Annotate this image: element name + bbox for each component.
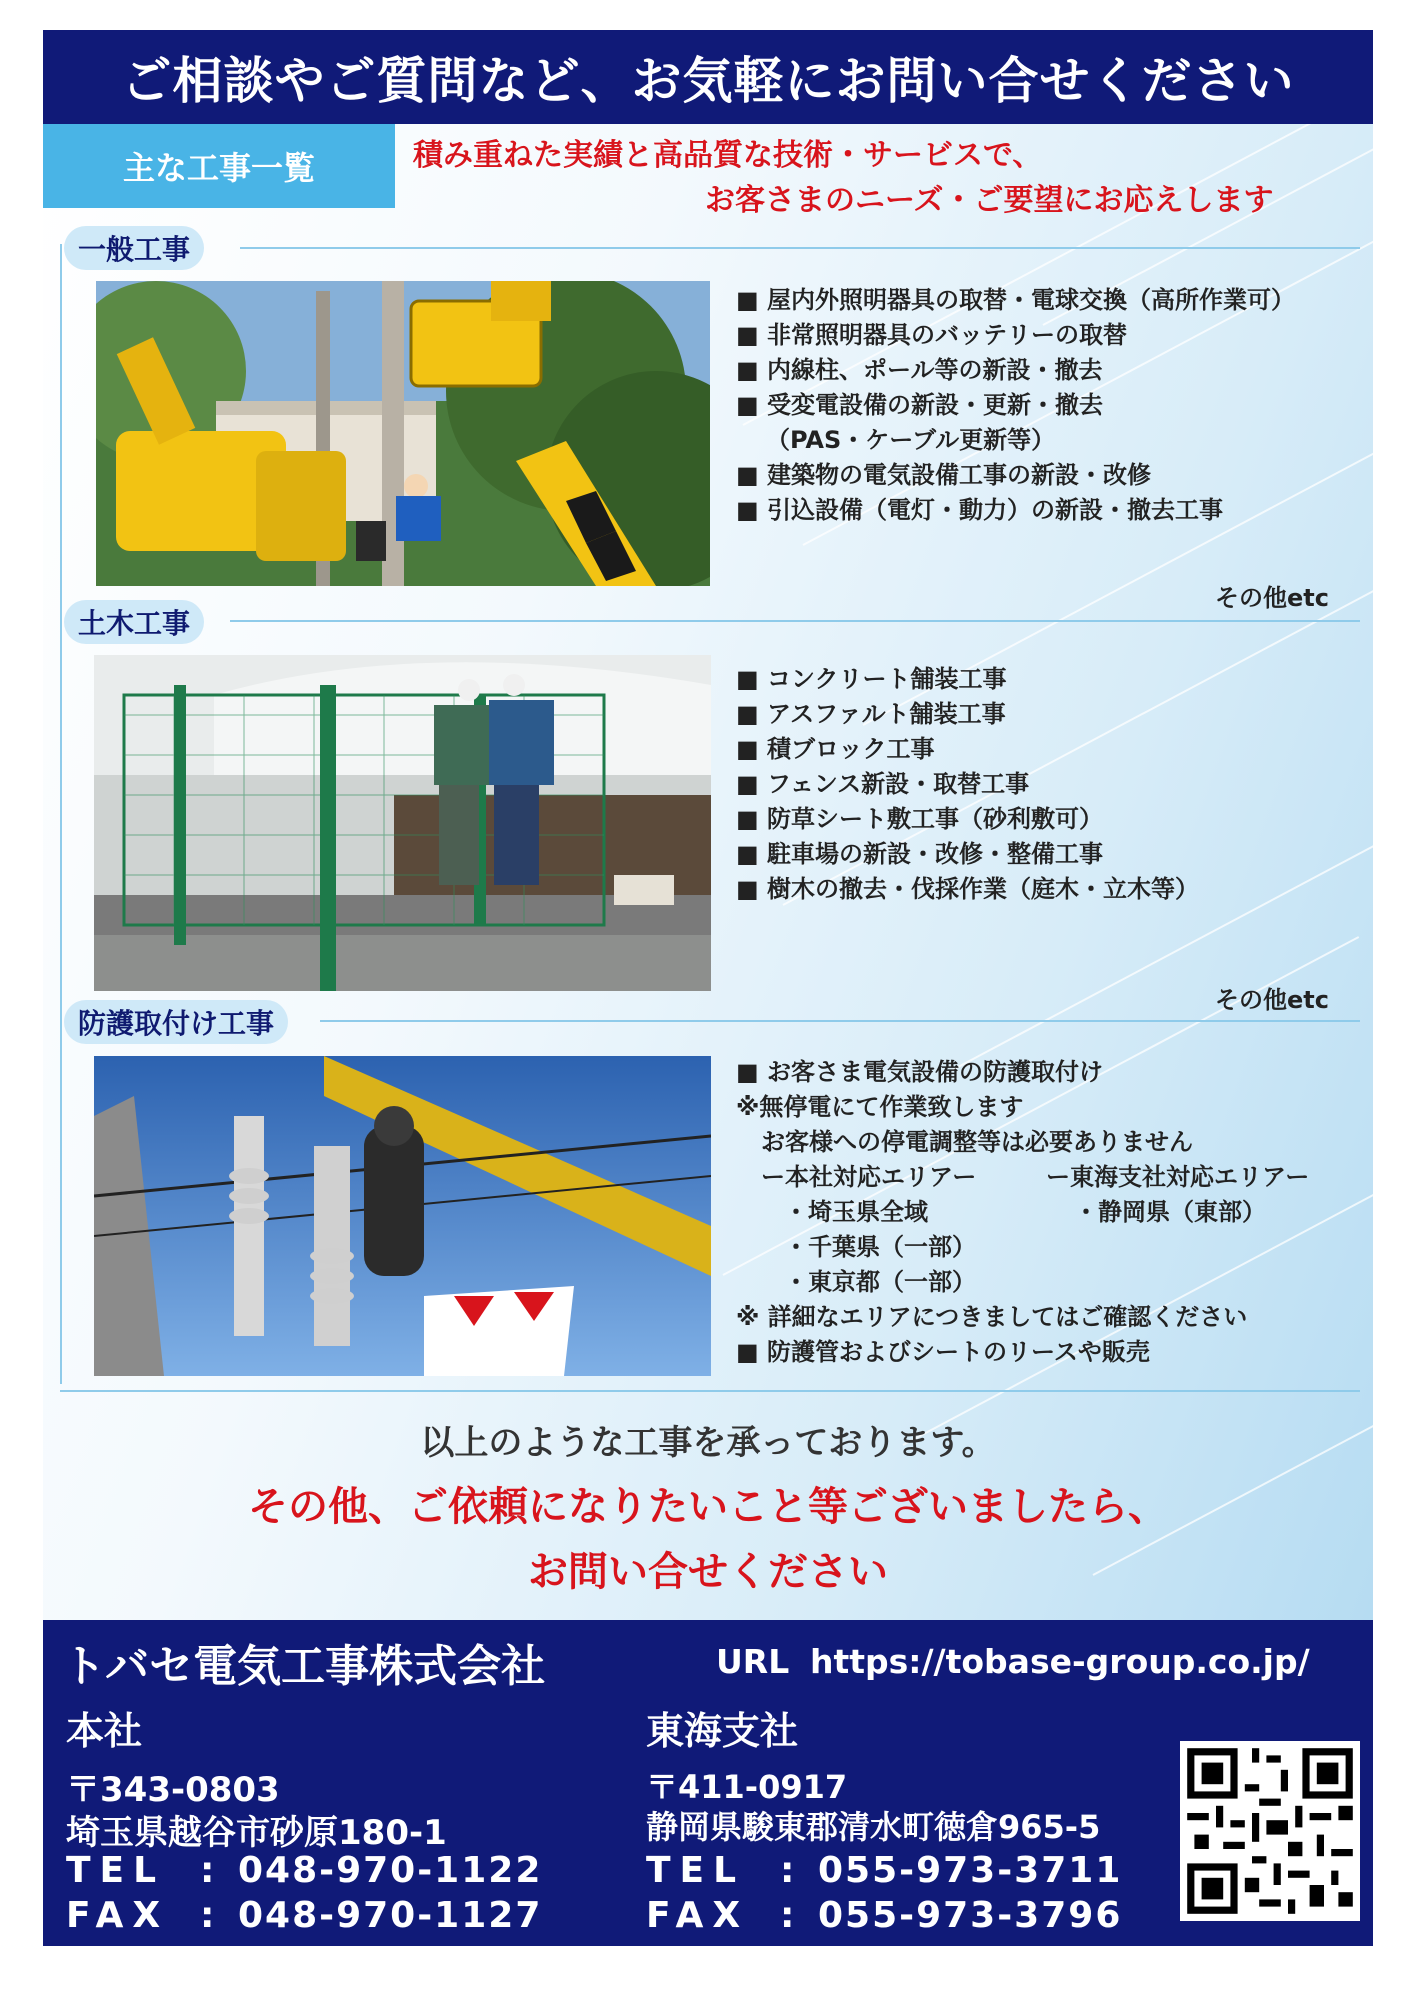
branch-fax-label: FAX xyxy=(646,1895,750,1936)
area-item: ・埼玉県全域 xyxy=(784,1198,928,1226)
head-office-fax: 048-970-1127 xyxy=(238,1895,543,1936)
head-office-postal: 〒343-0803 xyxy=(66,1770,280,1810)
section-title-text: 防護取付け工事 xyxy=(78,1007,275,1040)
head-office-fax-label: FAX xyxy=(66,1895,170,1936)
branch-tel: 055-973-3711 xyxy=(818,1850,1123,1891)
head-office-title: 本社 xyxy=(66,1709,143,1753)
tagline-line1: 積み重ねた実績と高品質な技術・サービスで、 xyxy=(413,138,1043,173)
branch-tel-label: TEL xyxy=(646,1850,746,1891)
photo-fence-construction xyxy=(94,655,711,991)
branch-fax: 055-973-3796 xyxy=(818,1895,1123,1936)
colon: : xyxy=(780,1895,795,1936)
branch-postal: 〒411-0917 xyxy=(646,1768,848,1806)
list-item: ※無停電にて作業致します xyxy=(736,1093,1024,1121)
list-item: ■ フェンス新設・取替工事 xyxy=(736,770,1030,798)
head-office-tel: 048-970-1122 xyxy=(238,1850,543,1891)
list-item: ■ 非常照明器具のバッテリーの取替 xyxy=(736,321,1128,349)
banner-text: ご相談やご質問など、お気軽にお問い合せください xyxy=(121,52,1295,110)
section-divider xyxy=(240,247,1360,249)
civil-works-list xyxy=(736,662,1199,907)
qr-code[interactable] xyxy=(1180,1741,1360,1921)
list-item: ■ 受変電設備の新設・更新・撤去 xyxy=(736,391,1104,419)
company-url-link[interactable]: https://tobase-group.co.jp/ xyxy=(810,1642,1310,1681)
list-item: ■ 樹木の撤去・伐採作業（庭木・立木等） xyxy=(736,875,1200,903)
tagline-line2: お客さまのニーズ・ご要望にお応えします xyxy=(705,183,1274,218)
works-tab-label: 主な工事一覧 xyxy=(122,149,315,187)
section-title-general xyxy=(64,226,204,270)
general-works-list xyxy=(736,283,1295,528)
branch-title: 東海支社 xyxy=(646,1709,799,1753)
civil-etc: その他etc xyxy=(1215,986,1329,1014)
closing-line2: その他、ご依頼になりたいこと等ございましたら、 xyxy=(248,1484,1168,1530)
top-banner xyxy=(43,30,1373,124)
closing-line3: お問い合せください xyxy=(528,1549,888,1595)
area-item: ・東京都（一部） xyxy=(784,1268,976,1296)
tokai-area-title: ー東海支社対応エリアー xyxy=(1046,1163,1310,1191)
list-item: （PAS・ケーブル更新等） xyxy=(766,426,1056,454)
closing-divider xyxy=(60,1390,1360,1392)
general-etc: その他etc xyxy=(1215,584,1329,612)
colon: : xyxy=(200,1895,215,1936)
list-item: ※ 詳細なエリアにつきましてはご確認ください xyxy=(736,1303,1248,1331)
branch-address: 静岡県駿東郡清水町徳倉965-5 xyxy=(646,1808,1101,1846)
list-item: ■ 内線柱、ポール等の新設・撤去 xyxy=(736,356,1103,384)
company-name: トバセ電気工事株式会社 xyxy=(62,1641,546,1692)
photo-aerial-lift-work xyxy=(96,281,710,586)
list-item: ■ 屋内外照明器具の取替・電球交換（高所作業可） xyxy=(736,286,1296,314)
colon: : xyxy=(780,1850,795,1891)
list-item: ■ 引込設備（電灯・動力）の新設・撤去工事 xyxy=(736,496,1224,524)
list-item: ■ 防護管およびシートのリースや販売 xyxy=(736,1338,1150,1366)
list-item: ■ 積ブロック工事 xyxy=(736,735,935,763)
url-label: URL xyxy=(716,1642,790,1681)
photo-protective-cover-install xyxy=(94,1056,711,1376)
section-divider xyxy=(230,620,1360,622)
list-item: お客様への停電調整等は必要ありません xyxy=(761,1128,1193,1156)
section-title-protection xyxy=(64,1000,288,1044)
closing-line1: 以上のような工事を承っております。 xyxy=(420,1423,996,1463)
list-item: ■ 駐車場の新設・改修・整備工事 xyxy=(736,840,1104,868)
head-office-area-title: ー本社対応エリアー xyxy=(761,1163,977,1191)
area-headers xyxy=(736,1160,1310,1195)
section-divider xyxy=(320,1020,1360,1022)
list-item: ■ コンクリート舗装工事 xyxy=(736,665,1007,693)
list-item: ■ 防草シート敷工事（砂利敷可） xyxy=(736,805,1104,833)
list-item: ■ アスファルト舗装工事 xyxy=(736,700,1006,728)
head-office-tel-label: TEL xyxy=(66,1850,166,1891)
area-row xyxy=(736,1195,1266,1230)
list-item: ■ お客さま電気設備の防護取付け xyxy=(736,1058,1104,1086)
works-list-tab xyxy=(43,124,395,208)
protection-works-list xyxy=(736,1055,1310,1370)
colon: : xyxy=(200,1850,215,1891)
area-item: ・静岡県（東部） xyxy=(1074,1198,1266,1226)
list-item: ■ 建築物の電気設備工事の新設・改修 xyxy=(736,461,1152,489)
section-title-civil xyxy=(64,600,204,644)
section-guide-line xyxy=(60,244,62,1384)
section-title-text: 一般工事 xyxy=(78,233,191,266)
section-title-text: 土木工事 xyxy=(78,607,191,640)
head-office-address: 埼玉県越谷市砂原180-1 xyxy=(66,1813,447,1853)
area-item: ・千葉県（一部） xyxy=(784,1233,976,1261)
